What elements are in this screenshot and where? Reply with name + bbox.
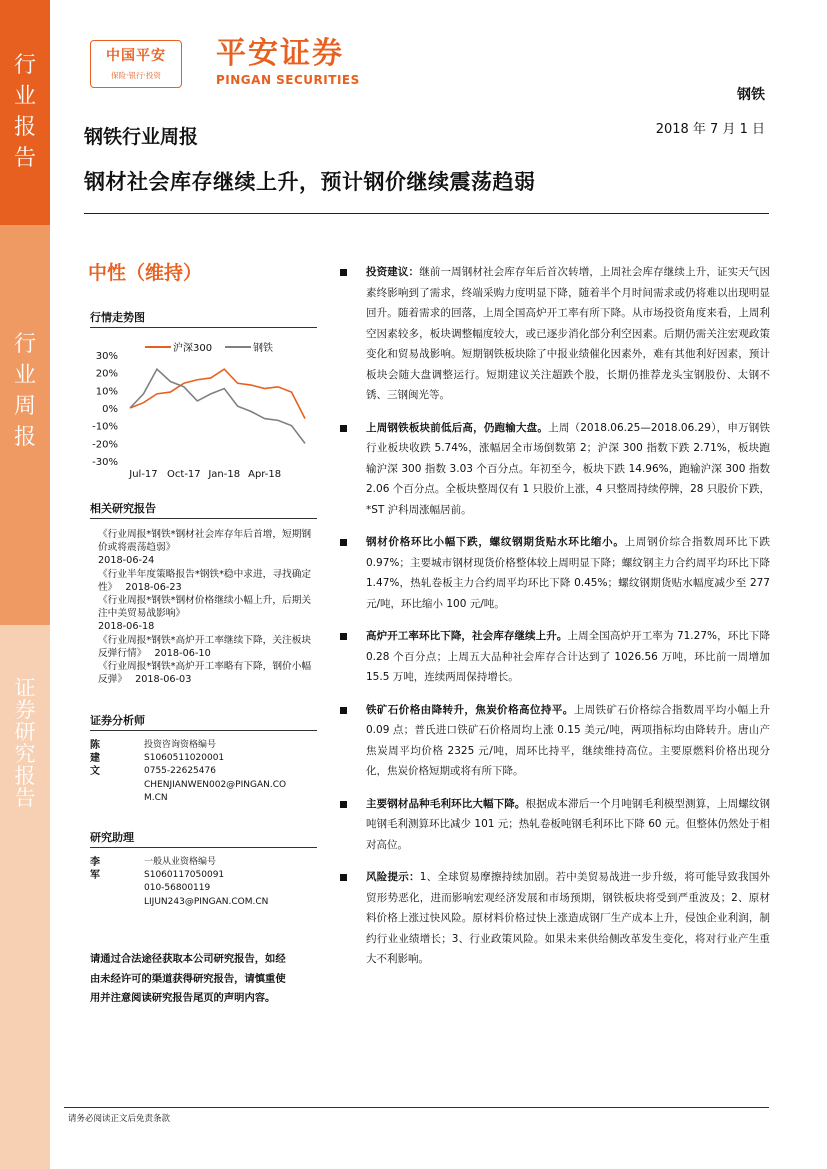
series-line xyxy=(130,369,305,418)
usage-notice: 请通过合法途径获取本公司研究报告，如经由未经许可的渠道获得研究报告，请慎重使用并注意阅读研究报告尾页的声明内容。 xyxy=(90,953,286,1004)
bullet-square-icon xyxy=(340,801,347,808)
pingan-group-logo xyxy=(90,40,182,88)
related-report-title: 《行业周报*钢铁*钢材社会库存年后首增，短期钢价或将震荡趋弱》 xyxy=(98,529,312,554)
related-report-title: 《行业半年度策略报告*钢铁*稳中求进，寻找确定性》 xyxy=(98,568,312,593)
sidebar xyxy=(0,0,50,1169)
related-report-date: 2018-06-18 xyxy=(98,621,155,633)
related-report-date: 2018-06-24 xyxy=(98,555,155,567)
analysts-heading: 证券分析师 xyxy=(90,714,145,727)
chart-heading: 行情走势图 xyxy=(90,311,145,324)
bullet-square-icon xyxy=(340,633,347,640)
key-point-title: 钢材价格环比小幅下跌，螺纹钢期货贴水环比缩小。 xyxy=(366,536,625,548)
sidebar-label-securities-research: 证券研究报告 xyxy=(14,676,36,810)
bullet-square-icon xyxy=(340,707,347,714)
bullet-square-icon xyxy=(340,269,347,276)
key-point xyxy=(340,794,770,856)
bullet-square-icon xyxy=(340,539,347,546)
key-point-text: 上周（2018.06.25—2018.06.29），申万钢铁行业板块收跌 5.74%，涨幅居全市场倒数第 2；沪深 300 指数下跌 2.71%，板块跑输沪深 300 指数 3.03 个百分点。年初至今，板块下跌 14.96%，跑输沪深 300 指数 2.06 个百分点。全板块整周仅有 1 只股价上涨，4 只整周持续停牌，28 只股价下跌，*ST 沪科周涨幅居前。 xyxy=(366,421,771,516)
pingan-securities-logo-cn: 平安证券 xyxy=(216,36,344,71)
analyst-cert-number: S1060511020001 xyxy=(144,753,225,764)
y-tick-label: 30% xyxy=(95,351,118,362)
report-date: 2018 年 7 月 1 日 xyxy=(655,122,765,137)
related-report-title: 《行业周报*钢铁*高炉开工率继续下降，关注板块反弹行情》 xyxy=(98,634,312,659)
key-point-title: 风险提示： xyxy=(366,871,420,883)
assistant-cert-label: 一般从业资格编号 xyxy=(144,857,217,867)
related-report-item[interactable] xyxy=(98,528,316,568)
series-line xyxy=(130,369,305,443)
x-tick-label: Oct-17 xyxy=(167,469,201,480)
sidebar-label-weekly: 行业周报 xyxy=(13,332,36,450)
y-tick-label: -30% xyxy=(92,457,118,468)
key-point-title: 上周钢铁板块前低后高，仍跑输大盘。 xyxy=(366,421,549,434)
related-report-item[interactable] xyxy=(98,634,316,660)
key-point-text: 根据成本滞后一个月吨钢毛利模型测算，上周螺纹钢吨钢毛利测算环比减少 101 元；热轧卷板吨钢毛利环比下降 60 元。但整体仍然处于相对高位。 xyxy=(366,797,771,851)
footer-disclaimer: 请务必阅读正文后免责条款 xyxy=(68,1114,171,1124)
header-divider xyxy=(84,213,769,214)
analyst-phone: 0755-22625476 xyxy=(144,766,216,777)
assistant-email[interactable]: LIJUN243@PINGAN.COM.CN xyxy=(144,896,269,907)
key-point-title: 高炉开工率环比下降，社会库存继续上升。 xyxy=(366,630,568,642)
x-tick-label: Apr-18 xyxy=(248,469,282,480)
related-report-item[interactable] xyxy=(98,568,316,594)
key-point xyxy=(340,700,770,782)
market-trend-chart xyxy=(90,335,315,485)
key-point-text: 上周铁矿石价格综合指数周平均小幅上升 0.09 点；普氏进口铁矿石价格周均上涨 0.15 美元/吨，两项指标均由降转升。唐山产焦炭周平均价格 2325 元/吨，周环比持平，继续维持高位。主要原燃料价格出现分化，焦炭价格短期或将有所下降。 xyxy=(366,703,771,777)
related-reports-heading: 相关研究报告 xyxy=(90,502,156,515)
y-tick-label: 20% xyxy=(95,368,118,380)
key-point-text: 上周全国高炉开工率为 71.27%，环比下降 0.28 个百分点；上周五大品种社会库存合计达到了 1026.56 万吨，环比前一周增加 15.5 万吨，连续两周保持增长。 xyxy=(366,630,770,683)
key-point xyxy=(340,626,770,688)
related-report-date: 2018-06-03 xyxy=(135,674,192,686)
key-point-title: 铁矿石价格由降转升，焦炭价格高位持平。 xyxy=(366,703,574,716)
key-point-text: 继前一周钢材社会库存年后首次转增，上周社会库存继续上升，证实天气因素终影响到了需求，终端采购力度明显下降，随着半个月时间需求或仍将难以出现明显回升。随着需求的回落，上周全国高炉开工率有所下降。从市场投资角度来看，上周利空因素较多，板块调整幅度较大，或已逐步消化部分利空因素。后期仍需关注宏观政策变化和贸易战影响。短期钢铁板块除了中报业绩催化因素外，难有其他利好因素，预计板块会随大盘调整运行。短期建议关注超跌个股，长期仍推荐龙头宝钢股份、太钢不锈、三钢闽光等。 xyxy=(366,266,771,401)
pingan-group-logo-text: 中国平安 xyxy=(106,48,166,64)
analyst-name: 陈建文 xyxy=(90,740,100,778)
assistant-cert-number: S1060117050091 xyxy=(144,870,225,881)
report-type: 钢铁行业周报 xyxy=(84,126,199,148)
assistant-heading: 研究助理 xyxy=(90,831,134,844)
related-reports-rule xyxy=(90,518,317,519)
key-point xyxy=(340,262,770,406)
key-point-title: 主要钢材品种毛利环比大幅下降。 xyxy=(366,797,526,810)
rating: 中性（维持） xyxy=(88,262,203,284)
key-point-text: 1、全球贸易摩擦持续加剧。若中美贸易战进一步升级，将可能导致我国外贸形势恶化，进而影响宏观经济发展和市场预期，钢铁板块将受到严重波及；2、原材料价格上涨过快风险。原材料价格过快上涨造成钢厂生产成本上升，侵蚀企业利润，制约行业业绩增长；3、行业政策风险。如果未来供给侧改革发生变化，将对行业产生重大不利影响。 xyxy=(366,871,771,965)
related-report-item[interactable] xyxy=(98,594,316,634)
analyst-cert-label: 投资咨询资格编号 xyxy=(144,740,217,750)
x-tick-label: Jan-18 xyxy=(208,469,241,480)
assistant-rule xyxy=(90,847,317,848)
y-tick-label: 10% xyxy=(95,386,118,398)
pingan-securities-logo-en: PINGAN SECURITIES xyxy=(216,73,360,87)
pingan-group-logo-sub: 保险·银行·投资 xyxy=(111,71,161,80)
y-tick-label: -20% xyxy=(92,439,118,451)
legend-label: 钢铁 xyxy=(253,343,273,354)
sidebar-label-industry-report: 行业报告 xyxy=(13,53,36,171)
key-point xyxy=(340,418,770,521)
legend-label: 沪深300 xyxy=(173,343,213,354)
assistant-phone: 010-56800119 xyxy=(144,883,211,894)
footer-divider xyxy=(64,1107,769,1108)
analyst-info xyxy=(144,739,319,805)
bullet-square-icon xyxy=(340,874,347,881)
analyst-email[interactable]: CHENJIANWEN002@PINGAN.COM.CN xyxy=(144,779,287,803)
key-points xyxy=(340,262,770,982)
related-report-title: 《行业周报*钢铁*钢材价格继续小幅上升，后期关注中美贸易战影响》 xyxy=(98,595,312,620)
related-report-title: 《行业周报*钢铁*高炉开工率略有下降，钢价小幅反弹》 xyxy=(98,661,312,686)
analysts-rule xyxy=(90,730,317,731)
y-tick-label: 0% xyxy=(102,404,118,415)
key-point-text: 上周钢价综合指数周环比下跌 0.97%；主要城市钢材现货价格整体较上周明显下降；螺纹钢主力合约周平均环比下降 1.47%，热轧卷板主力合约周平均环比下降 0.45%；螺纹钢期货贴水幅度减少至 277 元/吨，环比缩小 100 元/吨。 xyxy=(366,536,771,610)
assistant-name: 李军 xyxy=(90,857,100,882)
related-report-date: 2018-06-23 xyxy=(125,581,182,593)
bullet-square-icon xyxy=(340,425,347,432)
page-title: 钢材社会库存继续上升，预计钢价继续震荡趋弱 xyxy=(84,170,536,194)
related-report-date: 2018-06-10 xyxy=(154,647,211,659)
assistant-info xyxy=(144,856,319,909)
key-point-title: 投资建议： xyxy=(366,266,420,278)
related-report-item[interactable] xyxy=(98,660,316,686)
pingan-securities-logo xyxy=(216,37,360,87)
chart-heading-rule xyxy=(90,327,317,328)
y-tick-label: -10% xyxy=(92,421,118,433)
industry-tag: 钢铁 xyxy=(737,87,765,103)
key-point xyxy=(340,867,770,970)
x-tick-label: Jul-17 xyxy=(129,469,158,480)
key-point xyxy=(340,532,770,614)
related-reports-list xyxy=(98,528,316,686)
